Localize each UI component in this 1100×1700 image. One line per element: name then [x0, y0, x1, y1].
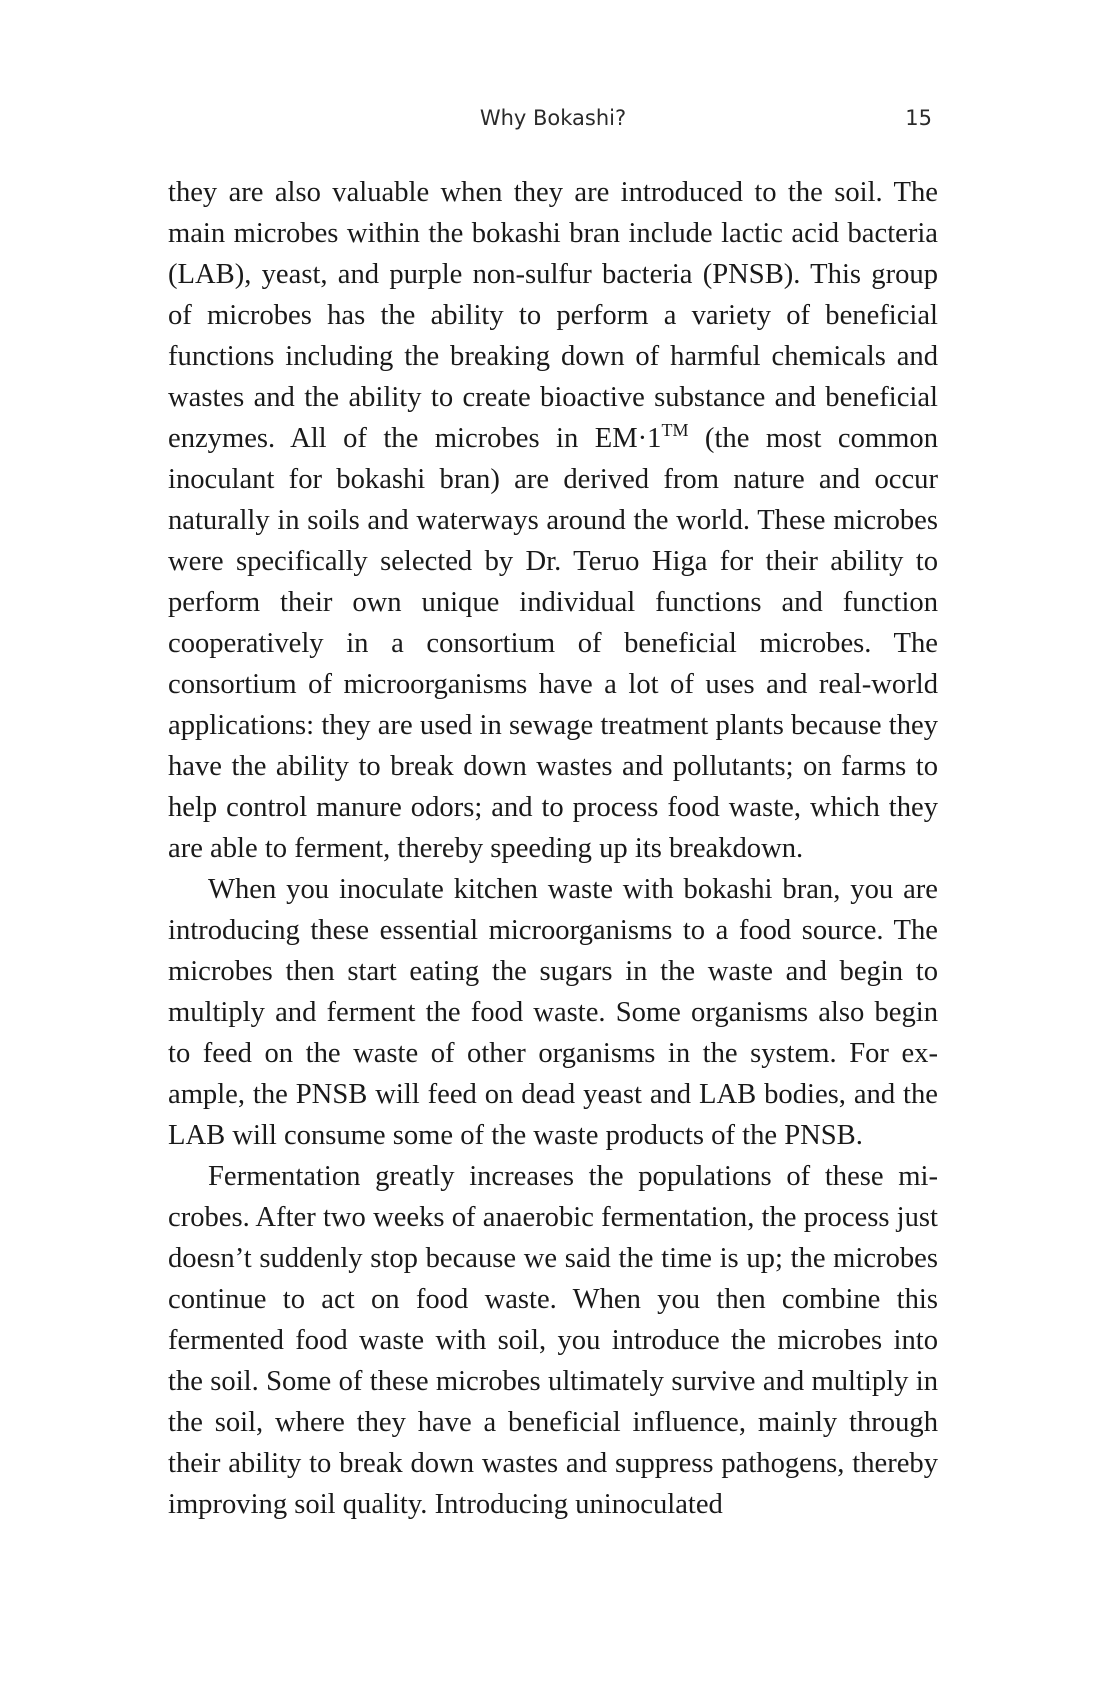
paragraph-3: Fermentation greatly increases the populations of these microbes. After two weeks of anaerobic fermentation, the process just doesn’t suddenly stop because we said the time is up; the microbes continue to act on food waste. When you then combine this fermented food waste with soil, you introduce the microbes into the soil. Some of these microbes ultimately survive and multiply in the soil, where they have a beneficial influence, mainly through their ability to break down wastes and suppress pathogens, thereby improving soil quality. Introducing uninoculated — [168, 1161, 938, 1520]
paragraph-1 — [168, 172, 938, 869]
running-title: Why Bokashi? — [479, 106, 627, 130]
paragraph-1-text-a: they are also valuable when they are introduced to the soil. The main microbes within the bokashi bran include lactic acid bacteria (LAB), yeast, and purple non-sulfur bacteria (PNSB). This group of microbes has the ability to perform a variety of beneficial functions including the breaking down of harmful chemicals and wastes and the ability to create bioactive substance and beneficial enzymes. All of the microbes in EM·1 — [168, 177, 938, 454]
trademark-symbol: TM — [661, 420, 689, 440]
body-text — [168, 172, 938, 1525]
paragraph-1-text-b: (the most common inoculant for bokashi bran) are derived from nature and occur naturally in soils and waterways around the world. These microbes were specifically selected by Dr. Teruo Higa for their ability to perform their own unique individual functions and function cooperatively in a consortium of beneficial microbes. The consortium of microorganisms have a lot of uses and real-world applications: they are used in sewage treatment plants because they have the ability to break down wastes and pollutants; on farms to help control manure odors; and to process food waste, which they are able to ferment, thereby speeding up its breakdown. — [168, 423, 938, 864]
paragraph-2: When you inoculate kitchen waste with bokashi bran, you are introducing these essential microorganisms to a food source. The microbes then start eating the sugars in the waste and begin to multiply and ferment the food waste. Some organisms also begin to feed on the waste of other organisms in the system. For example, the PNSB will feed on dead yeast and LAB bodies, and the LAB will consume some of the waste products of the PNSB. — [168, 874, 938, 1151]
running-head — [168, 100, 938, 136]
page-number: 15 — [905, 106, 932, 130]
